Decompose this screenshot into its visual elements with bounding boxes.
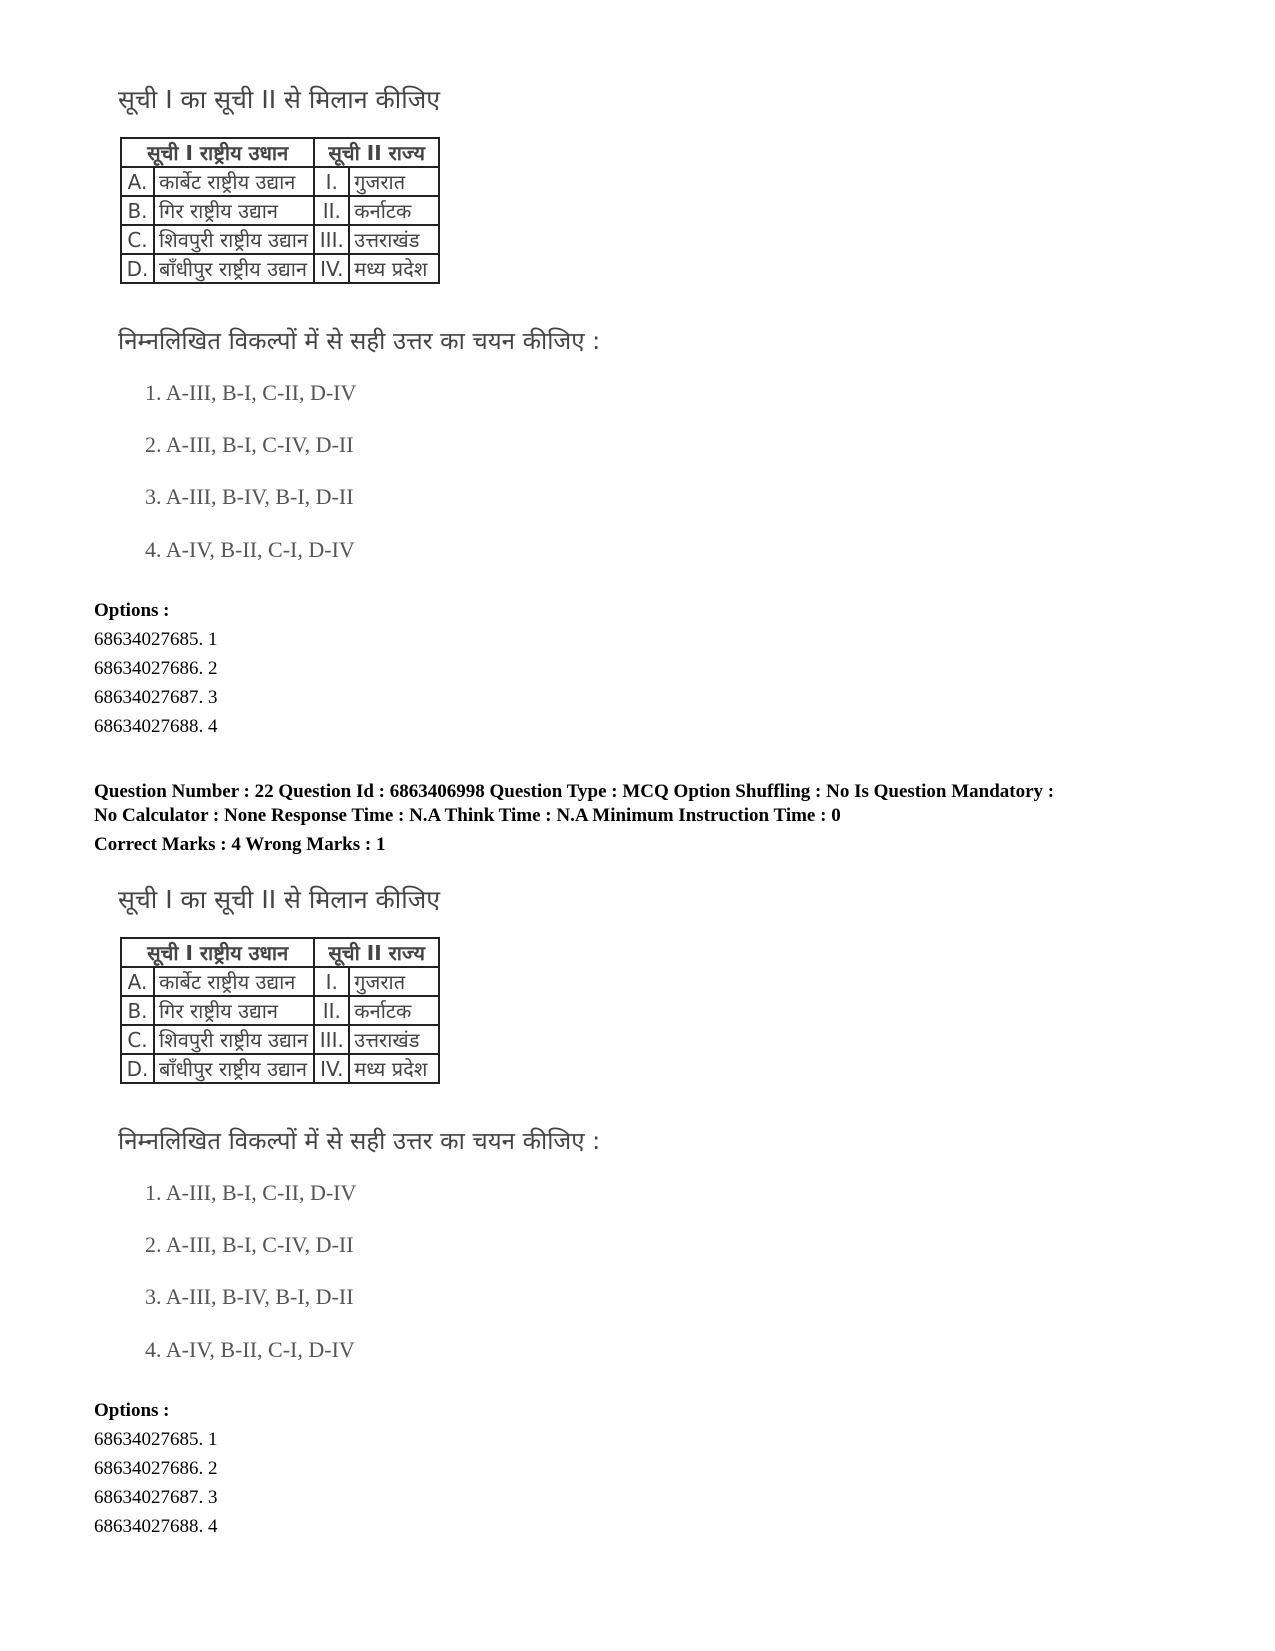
row-roman: I. xyxy=(314,967,349,996)
row-park: शिवपुरी राष्ट्रीय उद्यान xyxy=(154,1025,314,1054)
choice-3: 3. A-III, B-IV, B-I, D-II xyxy=(145,484,354,509)
row-park: शिवपुरी राष्ट्रीय उद्यान xyxy=(154,225,314,254)
row-letter: B. xyxy=(121,196,154,225)
choice-1: 1. A-III, B-I, C-II, D-IV xyxy=(145,1180,357,1205)
row-roman: I. xyxy=(314,167,349,196)
table-header-list2: सूची II राज्य xyxy=(314,138,439,167)
row-roman: IV. xyxy=(314,1054,349,1083)
match-table xyxy=(120,937,440,1084)
question-marks: Correct Marks : 4 Wrong Marks : 1 xyxy=(94,834,386,855)
option-line: 68634027685. 1 xyxy=(94,629,218,650)
row-letter: B. xyxy=(121,996,154,1025)
choice-2: 2. A-III, B-I, C-IV, D-II xyxy=(145,1232,354,1257)
row-state: उत्तराखंड xyxy=(349,225,439,254)
option-line: 68634027688. 4 xyxy=(94,716,218,737)
table-row xyxy=(121,225,439,254)
table-row xyxy=(121,196,439,225)
table-header-row xyxy=(121,938,439,967)
row-roman: II. xyxy=(314,996,349,1025)
row-roman: II. xyxy=(314,196,349,225)
choice-1: 1. A-III, B-I, C-II, D-IV xyxy=(145,380,357,405)
question-meta-line2: No Calculator : None Response Time : N.A Think Time : N.A Minimum Instruction Time : 0 xyxy=(94,805,841,826)
instruction-text: निम्नलिखित विकल्पों में से सही उत्तर का चयन कीजिए : xyxy=(118,327,601,355)
table-header-list1: सूची I राष्ट्रीय उधान xyxy=(121,938,314,967)
row-letter: C. xyxy=(121,225,154,254)
question-meta-line1: Question Number : 22 Question Id : 6863406998 Question Type : MCQ Option Shuffling : No Is Question Mandatory : xyxy=(94,781,1055,802)
question-image-1 xyxy=(118,82,601,562)
row-letter: D. xyxy=(121,254,154,283)
table-header-row xyxy=(121,138,439,167)
table-row xyxy=(121,167,439,196)
row-letter: A. xyxy=(121,167,154,196)
table-row xyxy=(121,967,439,996)
row-state: उत्तराखंड xyxy=(349,1025,439,1054)
row-state: गुजरात xyxy=(349,967,439,996)
options-title: Options : xyxy=(94,1400,170,1421)
row-roman: IV. xyxy=(314,254,349,283)
row-park: कार्बेट राष्ट्रीय उद्यान xyxy=(154,967,314,996)
choice-2: 2. A-III, B-I, C-IV, D-II xyxy=(145,432,354,457)
table-header-list1: सूची I राष्ट्रीय उधान xyxy=(121,138,314,167)
option-line: 68634027688. 4 xyxy=(94,1516,218,1537)
row-letter: D. xyxy=(121,1054,154,1083)
row-state: कर्नाटक xyxy=(349,996,439,1025)
row-state: मध्य प्रदेश xyxy=(349,1054,439,1083)
table-row xyxy=(121,996,439,1025)
row-letter: A. xyxy=(121,967,154,996)
row-state: कर्नाटक xyxy=(349,196,439,225)
row-state: मध्य प्रदेश xyxy=(349,254,439,283)
choice-3: 3. A-III, B-IV, B-I, D-II xyxy=(145,1284,354,1309)
match-table xyxy=(120,137,440,284)
option-line: 68634027685. 1 xyxy=(94,1429,218,1450)
choice-4: 4. A-IV, B-II, C-I, D-IV xyxy=(145,537,355,562)
table-header-list2: सूची II राज्य xyxy=(314,938,439,967)
option-line: 68634027686. 2 xyxy=(94,1458,218,1479)
row-park: कार्बेट राष्ट्रीय उद्यान xyxy=(154,167,314,196)
instruction-text: निम्नलिखित विकल्पों में से सही उत्तर का चयन कीजिए : xyxy=(118,1127,601,1155)
table-row xyxy=(121,1025,439,1054)
question-image-2 xyxy=(118,882,601,1362)
row-park: बाँधीपुर राष्ट्रीय उद्यान xyxy=(154,254,314,283)
row-letter: C. xyxy=(121,1025,154,1054)
row-state: गुजरात xyxy=(349,167,439,196)
row-park: गिर राष्ट्रीय उद्यान xyxy=(154,196,314,225)
question-heading: सूची I का सूची II से मिलान कीजिए xyxy=(118,85,441,114)
option-line: 68634027687. 3 xyxy=(94,687,218,708)
options-title: Options : xyxy=(94,600,170,621)
table-row xyxy=(121,1054,439,1083)
option-line: 68634027686. 2 xyxy=(94,658,218,679)
row-roman: III. xyxy=(314,225,349,254)
question-heading: सूची I का सूची II से मिलान कीजिए xyxy=(118,885,441,914)
choice-4: 4. A-IV, B-II, C-I, D-IV xyxy=(145,1337,355,1362)
option-line: 68634027687. 3 xyxy=(94,1487,218,1508)
row-park: बाँधीपुर राष्ट्रीय उद्यान xyxy=(154,1054,314,1083)
row-roman: III. xyxy=(314,1025,349,1054)
row-park: गिर राष्ट्रीय उद्यान xyxy=(154,996,314,1025)
table-row xyxy=(121,254,439,283)
